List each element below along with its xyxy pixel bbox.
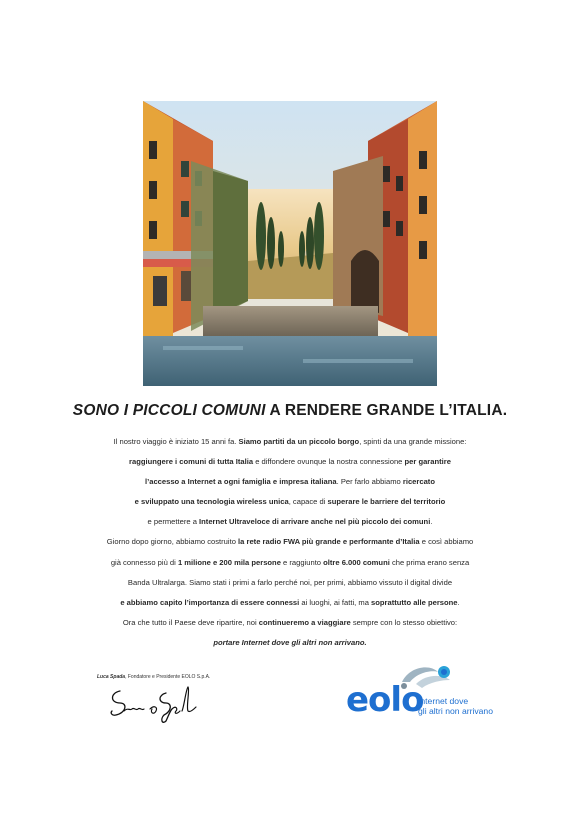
- body-text: e diffondere ovunque la nostra connessione: [253, 457, 405, 467]
- handwritten-signature: [106, 681, 202, 727]
- body-bold: superare le barriere del territorio: [327, 497, 446, 507]
- body-text: Banda Ultralarga. Siamo stati i primi a farlo perché noi, per primi, abbiamo vissuto il digital divide: [127, 577, 453, 587]
- body-text: e così abbiamo: [419, 537, 474, 547]
- logo-tagline: [418, 696, 493, 716]
- headline-italic: SONO I PICCOLI COMUNI: [72, 402, 266, 419]
- body-text: che prima erano senza: [389, 557, 470, 567]
- body-bold: e sviluppato una tecnologia wireless unica: [134, 497, 289, 507]
- eolo-logo: [346, 662, 506, 724]
- letter-body: [40, 432, 540, 653]
- signature-caption: [97, 674, 210, 680]
- body-bold: la rete radio FWA più grande e performante d’Italia: [238, 537, 420, 547]
- body-bold: soprattutto alle persone: [371, 597, 458, 607]
- body-text: Ora che tutto il Paese deve ripartire, noi: [122, 617, 259, 627]
- body-text: Il nostro viaggio è iniziato 15 anni fa.: [113, 437, 239, 446]
- body-line-8: [40, 573, 540, 593]
- hero-image: [143, 101, 437, 386]
- tagline-line-1: Internet dove: [418, 696, 469, 706]
- body-text: . Per farlo abbiamo: [336, 477, 403, 487]
- body-line-7: [40, 553, 540, 573]
- body-bold: per garantire: [404, 457, 451, 467]
- body-line-10: [40, 613, 540, 633]
- body-line-4: [40, 492, 540, 512]
- body-text: già connesso più di: [110, 557, 178, 567]
- eolo-wordmark: eolo: [346, 680, 424, 720]
- body-text: .: [457, 597, 460, 607]
- body-text: Giorno dopo giorno, abbiamo costruito: [106, 537, 239, 547]
- body-bold: raggiungere i comuni di tutta Italia: [129, 457, 254, 467]
- body-line-1: [40, 432, 540, 452]
- headline: [0, 402, 580, 420]
- body-bold: l’accesso a Internet a ogni famiglia e impresa italiana: [145, 477, 337, 487]
- body-text: , capace di: [288, 497, 328, 507]
- body-line-6: [40, 532, 540, 552]
- tagline-line-2: gli altri non arrivano: [418, 706, 493, 716]
- body-text: .: [430, 517, 433, 527]
- body-text: e raggiunto: [280, 557, 324, 567]
- body-bold: Siamo partiti da un piccolo borgo: [238, 437, 360, 446]
- body-bold: continueremo a viaggiare: [258, 617, 351, 627]
- body-bold: oltre 6.000 comuni: [323, 557, 390, 567]
- body-text: e permettere a: [147, 517, 200, 527]
- body-line-3: [40, 472, 540, 492]
- body-bold: Internet Ultraveloce di arrivare anche nel più piccolo dei comuni: [199, 517, 431, 527]
- signer-name: Luca Spada: [97, 674, 126, 680]
- body-line-5: [40, 512, 540, 532]
- body-bold: ricercato: [402, 477, 435, 487]
- body-text: sempre con lo stesso obiettivo:: [350, 617, 458, 627]
- body-text: , spinti da una grande missione:: [359, 437, 467, 446]
- body-bold: e abbiamo capito l’importanza di essere connessi: [120, 597, 300, 607]
- body-text: ai luoghi, ai fatti, ma: [299, 597, 372, 607]
- signer-role: , Fondatore e Presidente EOLO S.p.A.: [125, 674, 211, 680]
- body-bold: 1 milione e 200 mila persone: [177, 557, 281, 567]
- headline-regular: A RENDERE GRANDE L’ITALIA.: [265, 402, 508, 419]
- closing-line: portare Internet dove gli altri non arrivano.: [213, 637, 367, 647]
- body-line-9: [40, 593, 540, 613]
- body-line-2: [40, 452, 540, 472]
